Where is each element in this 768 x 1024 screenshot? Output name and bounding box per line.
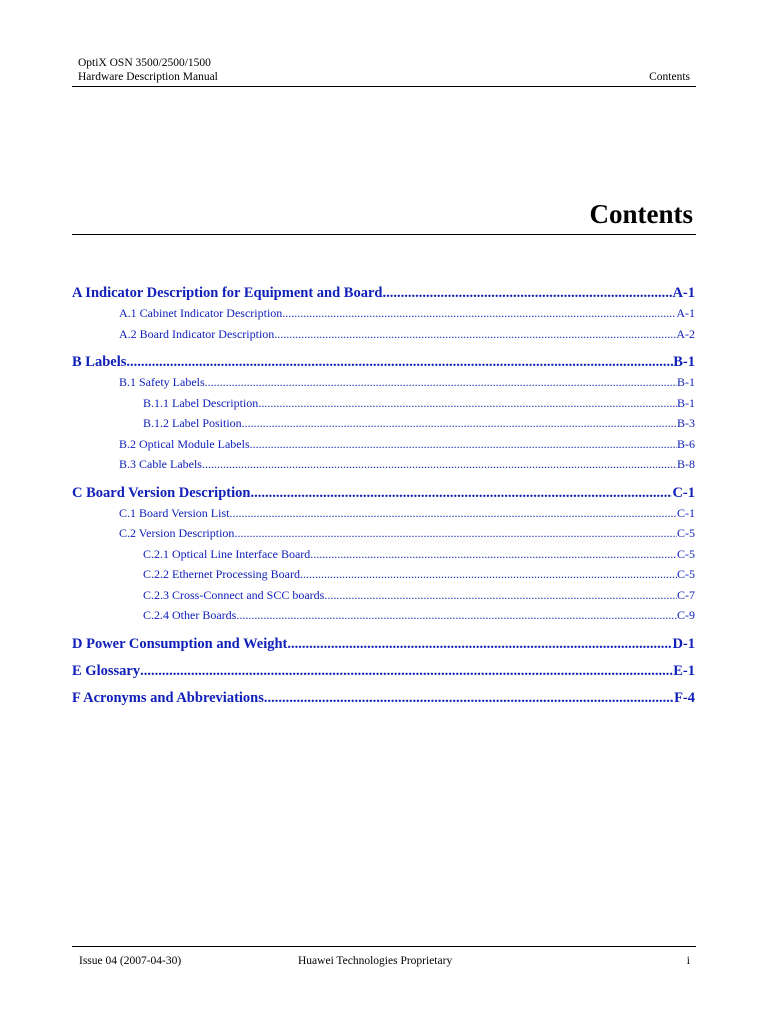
toc-leader-dots: [202, 454, 677, 475]
header-manual-name: Hardware Description Manual: [78, 71, 218, 83]
toc-entry-text: B.1.1 Label Description: [143, 395, 259, 410]
toc-entry-a[interactable]: [72, 283, 695, 303]
toc-leader-dots: [229, 503, 677, 524]
toc-page-number: B-3: [677, 416, 695, 430]
toc-leader-dots: [324, 585, 677, 606]
toc-page-number: F-4: [674, 689, 695, 706]
toc-leader-dots: [282, 303, 676, 324]
toc-entry-text: C.1 Board Version List: [119, 505, 230, 520]
toc-page-number: A-1: [672, 285, 695, 301]
toc-leader-dots: [205, 372, 677, 393]
toc-entry-text: C.2.2 Ethernet Processing Board: [143, 567, 300, 581]
toc-entry-text: C.2.1 Optical Line Interface Board: [143, 546, 311, 561]
table-of-contents: [72, 283, 695, 708]
toc-leader-dots: [287, 634, 672, 654]
toc-leader-dots: [250, 483, 672, 503]
toc-entry-c22[interactable]: [72, 564, 695, 585]
footer-issue: Issue 04 (2007-04-30): [79, 955, 182, 967]
toc-entry-b11[interactable]: [72, 393, 695, 414]
toc-leader-dots: [250, 434, 677, 455]
header-section-name: Contents: [649, 71, 690, 83]
toc-entry-text: C.2.3 Cross-Connect and SCC boards: [143, 587, 325, 602]
toc-entry-b2[interactable]: [72, 434, 695, 455]
title-divider: [72, 234, 696, 235]
toc-entry-c1[interactable]: [72, 503, 695, 524]
toc-entry-c24[interactable]: [72, 605, 695, 626]
toc-leader-dots: [382, 283, 672, 303]
toc-entry-a2[interactable]: [72, 324, 695, 345]
toc-entry-text: B.1.2 Label Position: [143, 416, 242, 430]
toc-entry-text: B.1 Safety Labels: [119, 375, 205, 389]
toc-entry-c23[interactable]: [72, 585, 695, 606]
toc-entry-text: A.2 Board Indicator Description: [119, 326, 275, 341]
toc-page-number: C-1: [672, 484, 695, 501]
toc-entry-text: A Indicator Description for Equipment and Board: [72, 285, 383, 301]
toc-page-number: B-1: [677, 375, 695, 389]
toc-entry-b1[interactable]: [72, 372, 695, 393]
toc-entry-text: F Acronyms and Abbreviations: [72, 689, 264, 706]
toc-entry-c[interactable]: [72, 483, 695, 503]
toc-entry-text: E Glossary: [72, 662, 141, 679]
toc-leader-dots: [310, 544, 677, 565]
toc-entry-text: C.2.4 Other Boards: [143, 608, 237, 622]
toc-entry-text: B.3 Cable Labels: [119, 457, 202, 471]
toc-page-number: B-1: [673, 354, 695, 370]
toc-leader-dots: [264, 688, 674, 708]
toc-page-number: E-1: [673, 662, 695, 679]
toc-leader-dots: [234, 523, 677, 544]
footer-company: Huawei Technologies Proprietary: [298, 955, 453, 967]
page-header: [78, 56, 690, 84]
toc-page-number: C-5: [677, 546, 695, 561]
toc-leader-dots: [126, 352, 673, 372]
footer-page-number: i: [686, 955, 690, 967]
toc-entry-b[interactable]: [72, 352, 695, 372]
toc-entry-text: C Board Version Description: [72, 484, 251, 501]
toc-entry-d[interactable]: [72, 634, 695, 654]
header-product-name: OptiX OSN 3500/2500/1500: [78, 57, 211, 69]
toc-entry-c2[interactable]: [72, 523, 695, 544]
toc-entry-text: B Labels: [72, 354, 127, 370]
toc-leader-dots: [258, 393, 677, 414]
toc-page-number: A-2: [676, 326, 695, 341]
toc-page-number: C-1: [677, 505, 695, 520]
toc-entry-b12[interactable]: [72, 413, 695, 434]
toc-leader-dots: [274, 324, 676, 345]
toc-page-number: C-5: [677, 526, 695, 540]
toc-leader-dots: [140, 661, 673, 681]
footer-divider: [72, 946, 696, 947]
toc-page-number: C-7: [677, 587, 695, 602]
toc-entry-a1[interactable]: [72, 303, 695, 324]
header-divider: [72, 86, 696, 87]
toc-entry-text: B.2 Optical Module Labels: [119, 436, 250, 451]
toc-page-number: C-5: [677, 567, 695, 581]
toc-entry-b3[interactable]: [72, 454, 695, 475]
toc-entry-f[interactable]: [72, 688, 695, 708]
toc-leader-dots: [242, 413, 677, 434]
toc-entry-e[interactable]: [72, 661, 695, 681]
toc-entry-text: C.2 Version Description: [119, 526, 235, 540]
toc-entry-c21[interactable]: [72, 544, 695, 565]
page-title: Contents: [589, 199, 693, 229]
toc-page-number: B-1: [677, 395, 695, 410]
toc-entry-text: D Power Consumption and Weight: [72, 635, 288, 652]
toc-leader-dots: [236, 605, 677, 626]
toc-leader-dots: [300, 564, 677, 585]
toc-page-number: A-1: [676, 306, 695, 320]
toc-page-number: D-1: [672, 635, 695, 652]
toc-entry-text: A.1 Cabinet Indicator Description: [119, 306, 283, 320]
toc-page-number: C-9: [677, 608, 695, 622]
toc-page-number: B-6: [677, 436, 695, 451]
toc-page-number: B-8: [677, 457, 695, 471]
